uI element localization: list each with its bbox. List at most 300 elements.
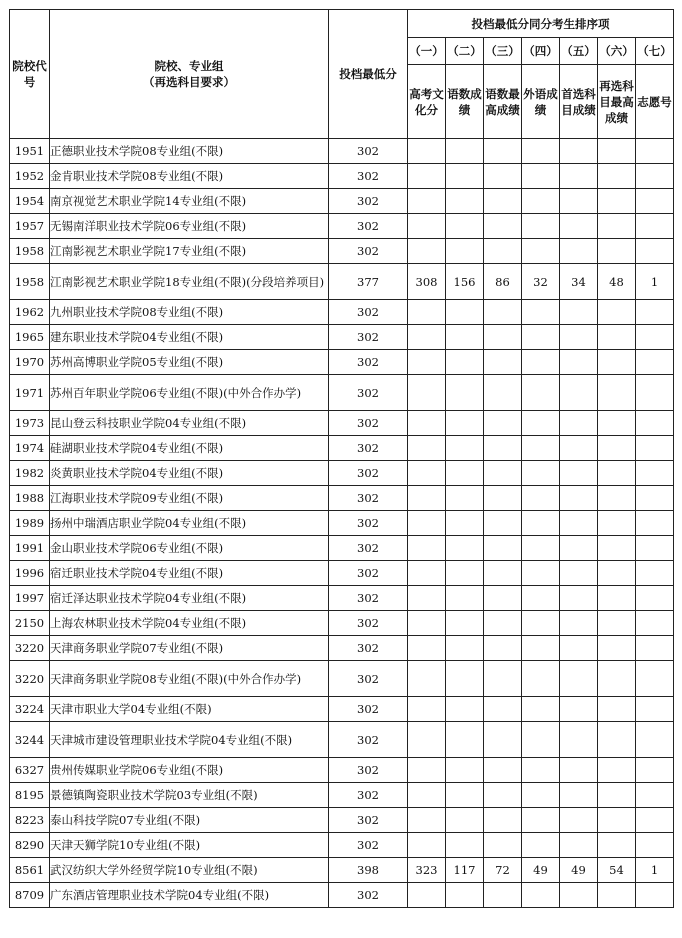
header-tiebreak-num: （六） bbox=[598, 38, 636, 65]
table-row bbox=[10, 486, 674, 511]
school-code-cell: 1965 bbox=[10, 325, 50, 350]
school-code-cell: 3244 bbox=[10, 722, 50, 758]
tiebreak-cell bbox=[408, 808, 446, 833]
school-code-cell: 8709 bbox=[10, 883, 50, 908]
tiebreak-cell: 49 bbox=[560, 858, 598, 883]
table-row bbox=[10, 375, 674, 411]
tiebreak-cell: 32 bbox=[522, 264, 560, 300]
school-code-cell: 1958 bbox=[10, 239, 50, 264]
table-row bbox=[10, 833, 674, 858]
tiebreak-cell bbox=[560, 783, 598, 808]
school-code-cell: 8223 bbox=[10, 808, 50, 833]
tiebreak-cell bbox=[598, 697, 636, 722]
min-score-cell: 302 bbox=[329, 411, 408, 436]
tiebreak-cell bbox=[522, 239, 560, 264]
school-group-cell: 九州职业技术学院08专业组(不限) bbox=[50, 300, 329, 325]
tiebreak-cell bbox=[598, 783, 636, 808]
header-school-code: 院校代号 bbox=[10, 10, 50, 139]
tiebreak-cell bbox=[484, 189, 522, 214]
tiebreak-cell bbox=[636, 350, 674, 375]
school-group-cell: 景德镇陶瓷职业技术学院03专业组(不限) bbox=[50, 783, 329, 808]
tiebreak-cell bbox=[598, 436, 636, 461]
tiebreak-cell bbox=[598, 461, 636, 486]
tiebreak-cell bbox=[636, 411, 674, 436]
tiebreak-cell bbox=[408, 722, 446, 758]
tiebreak-cell bbox=[522, 486, 560, 511]
tiebreak-cell bbox=[598, 164, 636, 189]
header-school-group-subtitle: （再选科目要求） bbox=[143, 75, 235, 89]
school-group-cell: 广东酒店管理职业技术学院04专业组(不限) bbox=[50, 883, 329, 908]
tiebreak-cell bbox=[484, 300, 522, 325]
table-row bbox=[10, 783, 674, 808]
tiebreak-cell bbox=[560, 883, 598, 908]
tiebreak-cell bbox=[484, 164, 522, 189]
school-code-cell: 8195 bbox=[10, 783, 50, 808]
table-row bbox=[10, 461, 674, 486]
tiebreak-cell: 1 bbox=[636, 858, 674, 883]
tiebreak-cell: 72 bbox=[484, 858, 522, 883]
school-code-cell: 1970 bbox=[10, 350, 50, 375]
table-row bbox=[10, 561, 674, 586]
min-score-cell: 302 bbox=[329, 722, 408, 758]
tiebreak-cell bbox=[408, 239, 446, 264]
school-group-cell: 昆山登云科技职业学院04专业组(不限) bbox=[50, 411, 329, 436]
header-tiebreak-label: 语数成绩 bbox=[446, 65, 484, 139]
tiebreak-cell bbox=[636, 833, 674, 858]
tiebreak-cell bbox=[408, 697, 446, 722]
header-school-group-title: 院校、专业组 bbox=[154, 59, 224, 73]
school-group-cell: 贵州传媒职业学院06专业组(不限) bbox=[50, 758, 329, 783]
tiebreak-cell bbox=[522, 561, 560, 586]
tiebreak-cell bbox=[560, 561, 598, 586]
tiebreak-cell bbox=[446, 239, 484, 264]
tiebreak-cell bbox=[446, 883, 484, 908]
min-score-cell: 302 bbox=[329, 586, 408, 611]
tiebreak-cell: 156 bbox=[446, 264, 484, 300]
tiebreak-cell bbox=[484, 722, 522, 758]
tiebreak-cell bbox=[636, 883, 674, 908]
min-score-cell: 302 bbox=[329, 375, 408, 411]
tiebreak-cell bbox=[560, 486, 598, 511]
tiebreak-cell bbox=[522, 758, 560, 783]
tiebreak-cell bbox=[522, 511, 560, 536]
tiebreak-cell bbox=[636, 300, 674, 325]
school-group-cell: 天津商务职业学院08专业组(不限)(中外合作办学) bbox=[50, 661, 329, 697]
tiebreak-cell bbox=[560, 758, 598, 783]
tiebreak-cell bbox=[408, 833, 446, 858]
tiebreak-cell bbox=[598, 808, 636, 833]
school-group-cell: 苏州百年职业学院06专业组(不限)(中外合作办学) bbox=[50, 375, 329, 411]
tiebreak-cell bbox=[560, 461, 598, 486]
min-score-cell: 302 bbox=[329, 436, 408, 461]
school-code-cell: 1957 bbox=[10, 214, 50, 239]
school-group-cell: 江海职业技术学院09专业组(不限) bbox=[50, 486, 329, 511]
tiebreak-cell bbox=[598, 586, 636, 611]
table-row bbox=[10, 722, 674, 758]
tiebreak-cell bbox=[446, 325, 484, 350]
tiebreak-cell bbox=[522, 722, 560, 758]
tiebreak-cell bbox=[446, 164, 484, 189]
tiebreak-cell bbox=[484, 239, 522, 264]
min-score-cell: 302 bbox=[329, 833, 408, 858]
min-score-cell: 302 bbox=[329, 350, 408, 375]
header-school-group bbox=[50, 10, 329, 139]
tiebreak-cell bbox=[446, 636, 484, 661]
tiebreak-cell bbox=[446, 561, 484, 586]
school-group-cell: 扬州中瑞酒店职业学院04专业组(不限) bbox=[50, 511, 329, 536]
tiebreak-cell bbox=[598, 758, 636, 783]
min-score-cell: 302 bbox=[329, 511, 408, 536]
tiebreak-cell bbox=[598, 375, 636, 411]
table-row bbox=[10, 586, 674, 611]
tiebreak-cell bbox=[560, 411, 598, 436]
table-row bbox=[10, 611, 674, 636]
tiebreak-cell bbox=[408, 536, 446, 561]
school-group-cell: 江南影视艺术职业学院18专业组(不限)(分段培养项目) bbox=[50, 264, 329, 300]
school-group-cell: 江南影视艺术职业学院17专业组(不限) bbox=[50, 239, 329, 264]
tiebreak-cell bbox=[484, 214, 522, 239]
tiebreak-cell bbox=[446, 611, 484, 636]
school-group-cell: 建东职业技术学院04专业组(不限) bbox=[50, 325, 329, 350]
tiebreak-cell bbox=[598, 536, 636, 561]
tiebreak-cell bbox=[636, 758, 674, 783]
tiebreak-cell bbox=[408, 350, 446, 375]
tiebreak-cell bbox=[522, 350, 560, 375]
tiebreak-cell bbox=[598, 511, 636, 536]
tiebreak-cell bbox=[408, 411, 446, 436]
tiebreak-cell bbox=[560, 586, 598, 611]
school-group-cell: 宿迁泽达职业技术学院04专业组(不限) bbox=[50, 586, 329, 611]
table-row bbox=[10, 164, 674, 189]
school-code-cell: 1962 bbox=[10, 300, 50, 325]
school-group-cell: 上海农林职业技术学院04专业组(不限) bbox=[50, 611, 329, 636]
tiebreak-cell bbox=[484, 611, 522, 636]
tiebreak-cell bbox=[598, 300, 636, 325]
table-row bbox=[10, 411, 674, 436]
tiebreak-cell bbox=[598, 214, 636, 239]
tiebreak-cell bbox=[560, 636, 598, 661]
tiebreak-cell bbox=[522, 536, 560, 561]
tiebreak-cell bbox=[484, 833, 522, 858]
tiebreak-cell: 117 bbox=[446, 858, 484, 883]
tiebreak-cell bbox=[408, 300, 446, 325]
header-tiebreak-num: （一） bbox=[408, 38, 446, 65]
tiebreak-cell bbox=[446, 350, 484, 375]
tiebreak-cell bbox=[598, 636, 636, 661]
school-group-cell: 天津城市建设管理职业技术学院04专业组(不限) bbox=[50, 722, 329, 758]
min-score-cell: 302 bbox=[329, 300, 408, 325]
tiebreak-cell bbox=[522, 783, 560, 808]
tiebreak-cell bbox=[636, 164, 674, 189]
tiebreak-cell bbox=[522, 411, 560, 436]
tiebreak-cell bbox=[484, 461, 522, 486]
tiebreak-cell bbox=[636, 189, 674, 214]
school-code-cell: 3224 bbox=[10, 697, 50, 722]
header-tiebreak-label: 首选科目成绩 bbox=[560, 65, 598, 139]
school-code-cell: 3220 bbox=[10, 636, 50, 661]
tiebreak-cell bbox=[560, 611, 598, 636]
school-code-cell: 1991 bbox=[10, 536, 50, 561]
tiebreak-cell bbox=[484, 325, 522, 350]
school-code-cell: 1958 bbox=[10, 264, 50, 300]
tiebreak-cell bbox=[446, 722, 484, 758]
tiebreak-cell bbox=[484, 808, 522, 833]
tiebreak-cell bbox=[446, 214, 484, 239]
tiebreak-cell: 48 bbox=[598, 264, 636, 300]
tiebreak-cell bbox=[484, 783, 522, 808]
tiebreak-cell bbox=[408, 636, 446, 661]
school-code-cell: 1973 bbox=[10, 411, 50, 436]
school-code-cell: 1954 bbox=[10, 189, 50, 214]
school-code-cell: 1952 bbox=[10, 164, 50, 189]
tiebreak-cell bbox=[522, 139, 560, 164]
tiebreak-cell bbox=[636, 436, 674, 461]
table-row bbox=[10, 189, 674, 214]
min-score-cell: 302 bbox=[329, 325, 408, 350]
table-row bbox=[10, 536, 674, 561]
tiebreak-cell bbox=[522, 461, 560, 486]
tiebreak-cell bbox=[484, 350, 522, 375]
tiebreak-cell: 49 bbox=[522, 858, 560, 883]
tiebreak-cell bbox=[598, 883, 636, 908]
min-score-cell: 302 bbox=[329, 214, 408, 239]
tiebreak-cell bbox=[408, 783, 446, 808]
min-score-cell: 302 bbox=[329, 486, 408, 511]
tiebreak-cell bbox=[484, 436, 522, 461]
tiebreak-cell bbox=[598, 350, 636, 375]
tiebreak-cell bbox=[522, 375, 560, 411]
tiebreak-cell bbox=[446, 411, 484, 436]
table-row bbox=[10, 511, 674, 536]
table-row bbox=[10, 758, 674, 783]
tiebreak-cell bbox=[560, 325, 598, 350]
tiebreak-cell bbox=[408, 661, 446, 697]
tiebreak-cell bbox=[408, 325, 446, 350]
school-group-cell: 天津天狮学院10专业组(不限) bbox=[50, 833, 329, 858]
tiebreak-cell bbox=[408, 561, 446, 586]
tiebreak-cell bbox=[636, 586, 674, 611]
min-score-cell: 377 bbox=[329, 264, 408, 300]
tiebreak-cell bbox=[560, 139, 598, 164]
tiebreak-cell bbox=[598, 486, 636, 511]
min-score-cell: 302 bbox=[329, 139, 408, 164]
tiebreak-cell bbox=[446, 783, 484, 808]
school-code-cell: 3220 bbox=[10, 661, 50, 697]
tiebreak-cell bbox=[408, 511, 446, 536]
tiebreak-cell bbox=[446, 436, 484, 461]
school-code-cell: 8290 bbox=[10, 833, 50, 858]
tiebreak-cell bbox=[446, 697, 484, 722]
table-row bbox=[10, 264, 674, 300]
tiebreak-cell bbox=[408, 611, 446, 636]
tiebreak-cell bbox=[446, 661, 484, 697]
tiebreak-cell bbox=[484, 486, 522, 511]
tiebreak-cell bbox=[560, 833, 598, 858]
table-row bbox=[10, 436, 674, 461]
tiebreak-cell bbox=[598, 833, 636, 858]
tiebreak-cell bbox=[636, 486, 674, 511]
tiebreak-cell bbox=[446, 586, 484, 611]
tiebreak-cell bbox=[636, 214, 674, 239]
header-tiebreak-title: 投档最低分同分考生排序项 bbox=[408, 10, 674, 38]
tiebreak-cell bbox=[484, 375, 522, 411]
min-score-cell: 302 bbox=[329, 536, 408, 561]
header-tiebreak-label: 外语成绩 bbox=[522, 65, 560, 139]
tiebreak-cell bbox=[522, 586, 560, 611]
min-score-cell: 302 bbox=[329, 461, 408, 486]
min-score-cell: 302 bbox=[329, 661, 408, 697]
table-row bbox=[10, 139, 674, 164]
min-score-cell: 302 bbox=[329, 611, 408, 636]
tiebreak-cell bbox=[560, 239, 598, 264]
tiebreak-cell bbox=[560, 536, 598, 561]
min-score-cell: 302 bbox=[329, 164, 408, 189]
tiebreak-cell bbox=[560, 436, 598, 461]
tiebreak-cell bbox=[446, 461, 484, 486]
tiebreak-cell bbox=[636, 561, 674, 586]
tiebreak-cell bbox=[522, 661, 560, 697]
tiebreak-cell bbox=[598, 722, 636, 758]
min-score-cell: 302 bbox=[329, 758, 408, 783]
school-code-cell: 1974 bbox=[10, 436, 50, 461]
tiebreak-cell bbox=[446, 486, 484, 511]
tiebreak-cell bbox=[408, 758, 446, 783]
school-group-cell: 金肯职业技术学院08专业组(不限) bbox=[50, 164, 329, 189]
tiebreak-cell: 54 bbox=[598, 858, 636, 883]
school-group-cell: 天津市职业大学04专业组(不限) bbox=[50, 697, 329, 722]
tiebreak-cell bbox=[598, 325, 636, 350]
admission-table-container bbox=[9, 9, 674, 908]
school-group-cell: 正德职业技术学院08专业组(不限) bbox=[50, 139, 329, 164]
header-tiebreak-label: 高考文化分 bbox=[408, 65, 446, 139]
tiebreak-cell bbox=[522, 833, 560, 858]
tiebreak-cell bbox=[598, 661, 636, 697]
tiebreak-cell bbox=[408, 486, 446, 511]
tiebreak-cell bbox=[560, 375, 598, 411]
tiebreak-cell bbox=[636, 325, 674, 350]
min-score-cell: 302 bbox=[329, 561, 408, 586]
tiebreak-cell bbox=[446, 758, 484, 783]
tiebreak-cell bbox=[446, 375, 484, 411]
tiebreak-cell bbox=[484, 411, 522, 436]
min-score-cell: 398 bbox=[329, 858, 408, 883]
tiebreak-cell bbox=[522, 436, 560, 461]
tiebreak-cell bbox=[598, 139, 636, 164]
table-row bbox=[10, 661, 674, 697]
table-row bbox=[10, 808, 674, 833]
min-score-cell: 302 bbox=[329, 883, 408, 908]
school-code-cell: 1982 bbox=[10, 461, 50, 486]
header-tiebreak-num: （三） bbox=[484, 38, 522, 65]
tiebreak-cell bbox=[484, 758, 522, 783]
tiebreak-cell: 308 bbox=[408, 264, 446, 300]
tiebreak-cell bbox=[636, 611, 674, 636]
min-score-cell: 302 bbox=[329, 697, 408, 722]
tiebreak-cell: 86 bbox=[484, 264, 522, 300]
table-row bbox=[10, 325, 674, 350]
tiebreak-cell bbox=[522, 808, 560, 833]
tiebreak-cell bbox=[484, 636, 522, 661]
tiebreak-cell bbox=[636, 536, 674, 561]
tiebreak-cell bbox=[560, 511, 598, 536]
school-group-cell: 武汉纺织大学外经贸学院10专业组(不限) bbox=[50, 858, 329, 883]
tiebreak-cell: 34 bbox=[560, 264, 598, 300]
tiebreak-cell bbox=[636, 139, 674, 164]
tiebreak-cell bbox=[446, 511, 484, 536]
tiebreak-cell bbox=[408, 164, 446, 189]
school-code-cell: 2150 bbox=[10, 611, 50, 636]
header-min-score: 投档最低分 bbox=[329, 10, 408, 139]
tiebreak-cell bbox=[522, 697, 560, 722]
tiebreak-cell bbox=[598, 411, 636, 436]
tiebreak-cell bbox=[484, 536, 522, 561]
school-group-cell: 天津商务职业学院07专业组(不限) bbox=[50, 636, 329, 661]
tiebreak-cell: 1 bbox=[636, 264, 674, 300]
table-header bbox=[10, 10, 674, 139]
tiebreak-cell bbox=[560, 697, 598, 722]
tiebreak-cell bbox=[446, 833, 484, 858]
school-code-cell: 1971 bbox=[10, 375, 50, 411]
tiebreak-cell bbox=[560, 300, 598, 325]
table-row bbox=[10, 636, 674, 661]
tiebreak-cell bbox=[408, 883, 446, 908]
tiebreak-cell bbox=[598, 611, 636, 636]
tiebreak-cell bbox=[598, 189, 636, 214]
tiebreak-cell bbox=[560, 808, 598, 833]
min-score-cell: 302 bbox=[329, 808, 408, 833]
tiebreak-cell bbox=[636, 375, 674, 411]
tiebreak-cell bbox=[636, 783, 674, 808]
table-body bbox=[10, 139, 674, 908]
tiebreak-cell bbox=[598, 239, 636, 264]
min-score-cell: 302 bbox=[329, 239, 408, 264]
tiebreak-cell bbox=[522, 636, 560, 661]
tiebreak-cell bbox=[636, 661, 674, 697]
tiebreak-cell bbox=[636, 636, 674, 661]
admission-score-table bbox=[9, 9, 674, 908]
tiebreak-cell bbox=[560, 214, 598, 239]
tiebreak-cell bbox=[484, 883, 522, 908]
tiebreak-cell bbox=[408, 189, 446, 214]
school-group-cell: 金山职业技术学院06专业组(不限) bbox=[50, 536, 329, 561]
tiebreak-cell bbox=[522, 325, 560, 350]
tiebreak-cell bbox=[484, 561, 522, 586]
min-score-cell: 302 bbox=[329, 189, 408, 214]
tiebreak-cell bbox=[408, 214, 446, 239]
tiebreak-cell bbox=[484, 139, 522, 164]
school-code-cell: 8561 bbox=[10, 858, 50, 883]
tiebreak-cell bbox=[522, 189, 560, 214]
min-score-cell: 302 bbox=[329, 636, 408, 661]
tiebreak-cell bbox=[636, 239, 674, 264]
school-group-cell: 苏州高博职业学院05专业组(不限) bbox=[50, 350, 329, 375]
header-tiebreak-label: 语数最高成绩 bbox=[484, 65, 522, 139]
school-code-cell: 1989 bbox=[10, 511, 50, 536]
header-tiebreak-label: 再选科目最高成绩 bbox=[598, 65, 636, 139]
tiebreak-cell bbox=[560, 350, 598, 375]
tiebreak-cell: 323 bbox=[408, 858, 446, 883]
header-tiebreak-num: （二） bbox=[446, 38, 484, 65]
tiebreak-cell bbox=[636, 697, 674, 722]
tiebreak-cell bbox=[598, 561, 636, 586]
tiebreak-cell bbox=[636, 511, 674, 536]
tiebreak-cell bbox=[446, 808, 484, 833]
table-row bbox=[10, 350, 674, 375]
tiebreak-cell bbox=[484, 511, 522, 536]
table-row bbox=[10, 300, 674, 325]
school-code-cell: 6327 bbox=[10, 758, 50, 783]
tiebreak-cell bbox=[636, 461, 674, 486]
